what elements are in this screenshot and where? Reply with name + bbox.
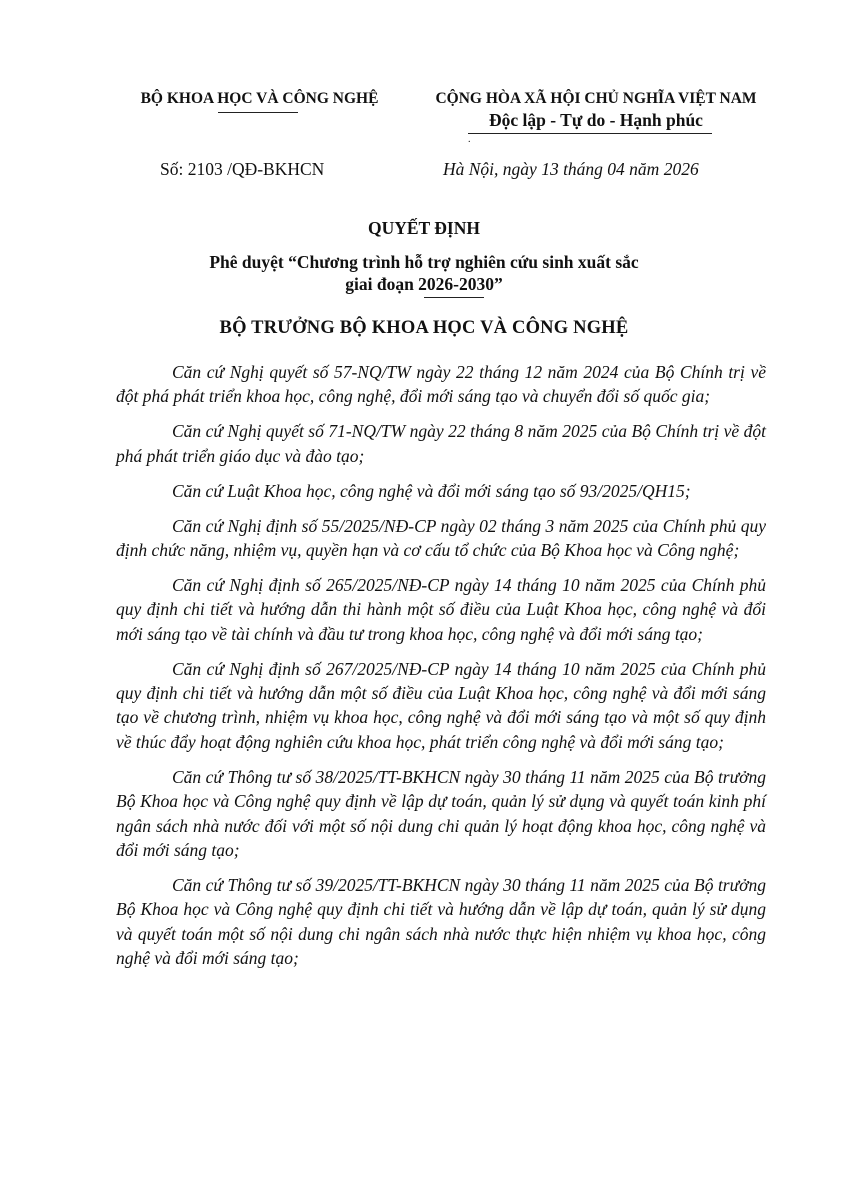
legal-basis: Căn cứ Luật Khoa học, công nghệ và đổi mới sáng tạo số 93/2025/QH15; (172, 480, 691, 501)
legal-basis: Căn cứ Nghị quyết số 71-NQ/TW ngày 22 tháng 8 năm 2025 của Bộ Chính trị về đột phá phát triển giáo dục và đào tạo; (116, 421, 766, 466)
issuer-underline (218, 112, 298, 113)
document-subject (0, 251, 848, 295)
document-type: QUYẾT ĐỊNH (368, 218, 480, 238)
legal-basis: Căn cứ Thông tư số 39/2025/TT-BKHCN ngày 30 tháng 11 năm 2025 của Bộ trưởng Bộ Khoa học và Công nghệ quy định chi tiết và hướng dẫn về lập dự toán, quản lý sử dụng và quyết toán một số nội dung chi ngân sách nhà nước thực hiện nhiệm vụ khoa học, công nghệ và đổi mới sáng tạo; (116, 874, 766, 969)
national-header (410, 90, 782, 131)
subject-underline (424, 297, 484, 298)
legal-basis: Căn cứ Nghị định số 265/2025/NĐ-CP ngày 14 tháng 10 năm 2025 của Chính phủ quy định chi tiết và hướng dẫn thi hành một số điều của Luật Khoa học, công nghệ và đổi mới sáng tạo về tài chính và đầu tư trong khoa học, công nghệ và đổi mới sáng tạo; (116, 574, 766, 644)
place-date: Hà Nội, ngày 13 tháng 04 năm 2026 (443, 159, 699, 179)
country-name: CỘNG HÒA XÃ HỘI CHỦ NGHĨA VIỆT NAM (435, 90, 757, 107)
document-number: Số: 2103 /QĐ-BKHCN (160, 159, 325, 179)
motto-underline (468, 133, 712, 134)
authority-title: BỘ TRƯỞNG BỘ KHOA HỌC VÀ CÔNG NGHỆ (219, 318, 629, 338)
legal-basis: Căn cứ Nghị quyết số 57-NQ/TW ngày 22 tháng 12 năm 2024 của Bộ Chính trị về đột phá phát triển khoa học, công nghệ, đổi mới sáng tạo và chuyển đổi số quốc gia; (116, 362, 766, 407)
subject-line-2: giai đoạn 2026-2030” (345, 274, 503, 294)
legal-basis: Căn cứ Thông tư số 38/2025/TT-BKHCN ngày 30 tháng 11 năm 2025 của Bộ trưởng Bộ Khoa học và Công nghệ quy định về lập dự toán, quản lý sử dụng và quyết toán kinh phí ngân sách nhà nước đối với một số nội dung chi quản lý hoạt động khoa học, công nghệ và đổi mới sáng tạo; (116, 766, 766, 860)
legal-bases (116, 360, 766, 981)
motto-dot: . (468, 134, 471, 145)
legal-basis: Căn cứ Nghị định số 55/2025/NĐ-CP ngày 02 tháng 3 năm 2025 của Chính phủ quy định chức năng, nhiệm vụ, quyền hạn và cơ cấu tổ chức của Bộ Khoa học và Công nghệ; (116, 515, 766, 560)
issuing-agency: BỘ KHOA HỌC VÀ CÔNG NGHỆ (140, 90, 379, 107)
legal-basis: Căn cứ Nghị định số 267/2025/NĐ-CP ngày 14 tháng 10 năm 2025 của Chính phủ quy định chi tiết và hướng dẫn một số điều của Luật Khoa học, công nghệ và đổi mới sáng tạo về chương trình, nhiệm vụ khoa học, công nghệ và đổi mới sáng tạo và một số quy định về thúc đẩy hoạt động nghiên cứu khoa học, phát triển công nghệ và đổi mới sáng tạo; (116, 658, 766, 752)
subject-line-1: Phê duyệt “Chương trình hỗ trợ nghiên cứu sinh xuất sắc (209, 252, 639, 272)
national-motto: Độc lập - Tự do - Hạnh phúc (489, 110, 703, 130)
